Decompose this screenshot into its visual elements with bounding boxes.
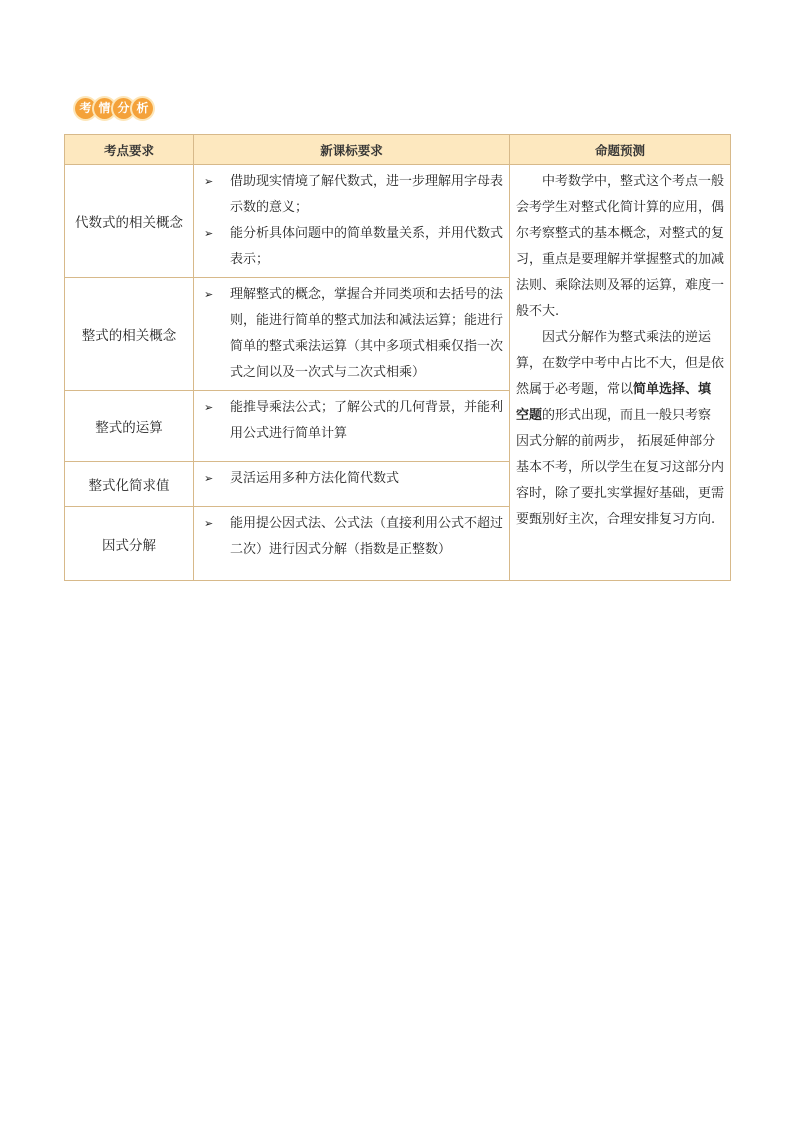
table-header-row bbox=[65, 135, 731, 165]
exam-analysis-table bbox=[64, 134, 731, 581]
prediction-cell bbox=[510, 165, 731, 581]
requirement-cell bbox=[194, 165, 510, 278]
badge-char: 考 bbox=[75, 98, 96, 119]
requirement-item: ➢ 理解整式的概念，掌握合并同类项和去括号的法则，能进行简单的整式加法和减法运算；能进行简单的整式乘法运算（其中多项式相乘仅指一次式之间以及一次式与二次式相乘） bbox=[200, 282, 503, 386]
topic-cell: 整式化简求值 bbox=[65, 462, 194, 507]
prediction-paragraph: 中考数学中，整式这个考点一般会考学生对整式化简计算的应用，偶尔考察整式的基本概念，对整式的复习，重点是要理解并掌握整式的加减法则、乘除法则及幂的运算，难度一般不大. bbox=[516, 174, 725, 319]
topic-cell: 整式的运算 bbox=[65, 391, 194, 462]
prediction-paragraph: 因式分解作为整式乘法的逆运算，在数学中考中占比不大，但是依然属于必考题，常以简单选择、填空题的形式出现，而且一般只考察因式分解的前两步， 拓展延伸部分基本不考，所以学生在复习这部分内容时，除了要扎实掌握好基础，更需要甄别好主次，合理安排复习方向. bbox=[516, 330, 725, 527]
requirement-cell bbox=[194, 462, 510, 507]
header-prediction: 命题预测 bbox=[510, 135, 731, 165]
topic-cell: 因式分解 bbox=[65, 507, 194, 581]
arrow-bullet-icon: ➢ bbox=[204, 288, 214, 301]
badge-char: 分 bbox=[113, 98, 134, 119]
requirement-cell bbox=[194, 278, 510, 391]
emphasis-text: 简单选择、填空题 bbox=[516, 382, 712, 423]
requirement-item: ➢ 能用提公因式法、公式法（直接利用公式不超过二次）进行因式分解（指数是正整数） bbox=[200, 511, 503, 563]
badge-char: 析 bbox=[132, 98, 153, 119]
requirement-cell bbox=[194, 391, 510, 462]
topic-cell: 代数式的相关概念 bbox=[65, 165, 194, 278]
arrow-bullet-icon: ➢ bbox=[204, 472, 214, 485]
arrow-bullet-icon: ➢ bbox=[204, 175, 214, 188]
requirement-cell bbox=[194, 507, 510, 581]
arrow-bullet-icon: ➢ bbox=[204, 227, 214, 240]
header-topic: 考点要求 bbox=[65, 135, 194, 165]
requirement-item: ➢ 借助现实情境了解代数式，进一步理解用字母表示数的意义； bbox=[200, 169, 503, 221]
requirement-item: ➢ 灵活运用多种方法化简代数式 bbox=[200, 466, 503, 492]
requirement-item: ➢ 能推导乘法公式；了解公式的几何背景，并能利用公式进行简单计算 bbox=[200, 395, 503, 447]
section-badge bbox=[75, 96, 151, 120]
requirement-item: ➢ 能分析具体问题中的简单数量关系，并用代数式表示； bbox=[200, 221, 503, 273]
topic-cell: 整式的相关概念 bbox=[65, 278, 194, 391]
header-requirement: 新课标要求 bbox=[194, 135, 510, 165]
arrow-bullet-icon: ➢ bbox=[204, 517, 214, 530]
badge-char: 情 bbox=[94, 98, 115, 119]
arrow-bullet-icon: ➢ bbox=[204, 401, 214, 414]
table-row bbox=[65, 165, 731, 278]
